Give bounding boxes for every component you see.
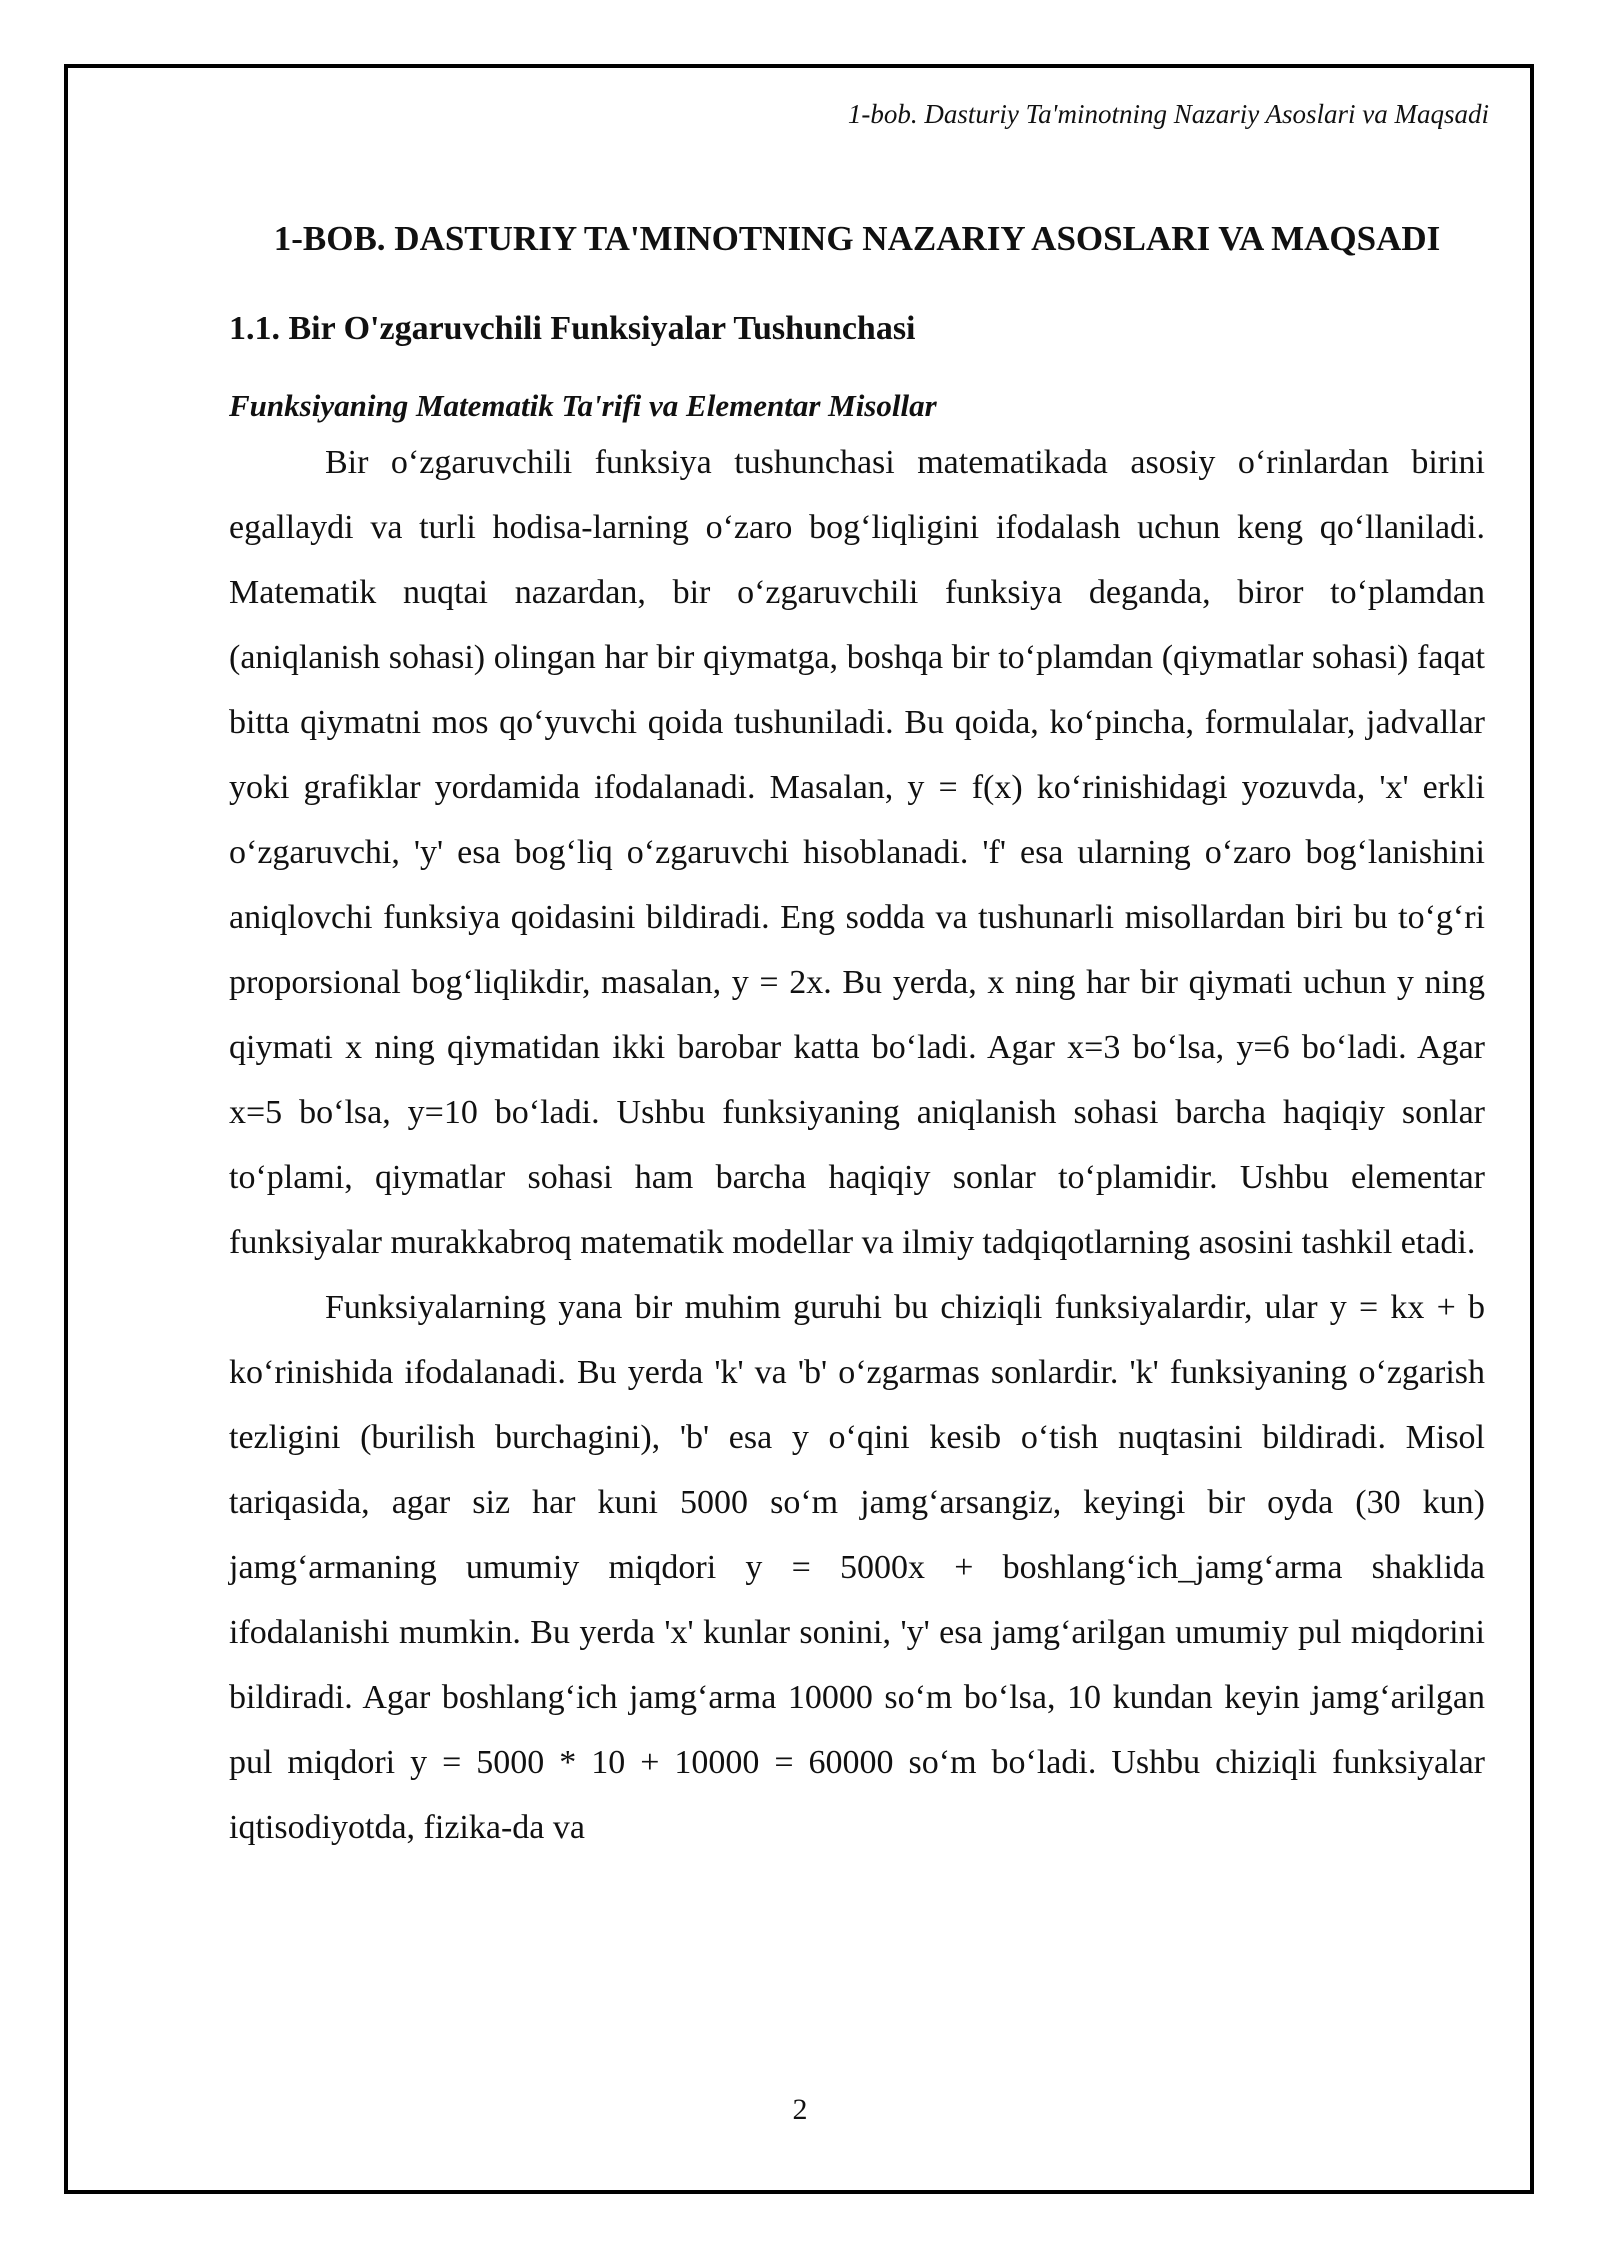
chapter-title: 1-BOB. DASTURIY TA'MINOTNING NAZARIY ASOSLARI VA MAQSADI	[273, 219, 1441, 258]
body-paragraph: Funksiyalarning yana bir muhim guruhi bu chiziqli funksiyalardir, ular y = kx + b ko‘rinishida ifodalanadi. Bu yerda 'k' va 'b' o‘zgarmas sonlardir. 'k' funksiyaning o‘zgarish tezligini (burilish burchagini), 'b' esa y o‘qini kesib o‘tish nuqtasini bildiradi. Misol tariqasida, agar siz har kuni 5000 so‘m jamg‘arsangiz, keyingi bir oyda (30 kun) jamg‘armaning umumiy miqdori y = 5000x + boshlang‘ich_jamg‘arma shaklida ifodalanishi mumkin. Bu yerda 'x' kunlar sonini, 'y' esa jamg‘arilgan umumiy pul miqdorini bildiradi. Agar boshlang‘ich jamg‘arma 10000 so‘m bo‘lsa, 10 kundan keyin jamg‘arilgan pul miqdori y = 5000 * 10 + 10000 = 60000 so‘m bo‘ladi. Ushbu chiziqli funksiyalar iqtisodiyotda, fizika-da va	[229, 1289, 1485, 1846]
section-title: 1.1. Bir O'zgaruvchili Funksiyalar Tushunchasi	[229, 310, 916, 347]
body-paragraph: Bir o‘zgaruvchili funksiya tushunchasi matematikada asosiy o‘rinlardan birini egallaydi va turli hodisa-larning o‘zaro bog‘liqligini ifodalash uchun keng qo‘llaniladi. Matematik nuqtai nazardan, bir o‘zgaruvchili funksiya deganda, biror to‘plamdan (aniqlanish sohasi) olingan har bir qiymatga, boshqa bir to‘plamdan (qiymatlar sohasi) faqat bitta qiymatni mos qo‘yuvchi qoida tushuniladi. Bu qoida, ko‘pincha, formulalar, jadvallar yoki grafiklar yordamida ifodalanadi. Masalan, y = f(x) ko‘rinishidagi yozuvda, 'x' erkli o‘zgaruvchi, 'y' esa bog‘liq o‘zgaruvchi hisoblanadi. 'f' esa ularning o‘zaro bog‘lanishini aniqlovchi funksiya qoidasini bildiradi. Eng sodda va tushunarli misollardan biri bu to‘g‘ri proporsional bog‘liqlikdir, masalan, y = 2x. Bu yerda, x ning har bir qiymati uchun y ning qiymati x ning qiymatidan ikki barobar katta bo‘ladi. Agar x=3 bo‘lsa, y=6 bo‘ladi. Agar x=5 bo‘lsa, y=10 bo‘ladi. Ushbu funksiyaning aniqlanish sohasi barcha haqiqiy sonlar to‘plami, qiymatlar sohasi ham barcha haqiqiy sonlar to‘plamidir. Ushbu elementar funksiyalar murakkabroq matematik modellar va ilmiy tadqiqotlarning asosini tashkil etadi.	[229, 444, 1485, 1261]
page-number: 2	[792, 2093, 808, 2126]
subsection-title: Funksiyaning Matematik Ta'rifi va Elementar Misollar	[229, 388, 937, 423]
page-content	[229, 206, 1485, 1860]
running-header: 1-bob. Dasturiy Ta'minotning Nazariy Asoslari va Maqsadi	[847, 99, 1489, 129]
